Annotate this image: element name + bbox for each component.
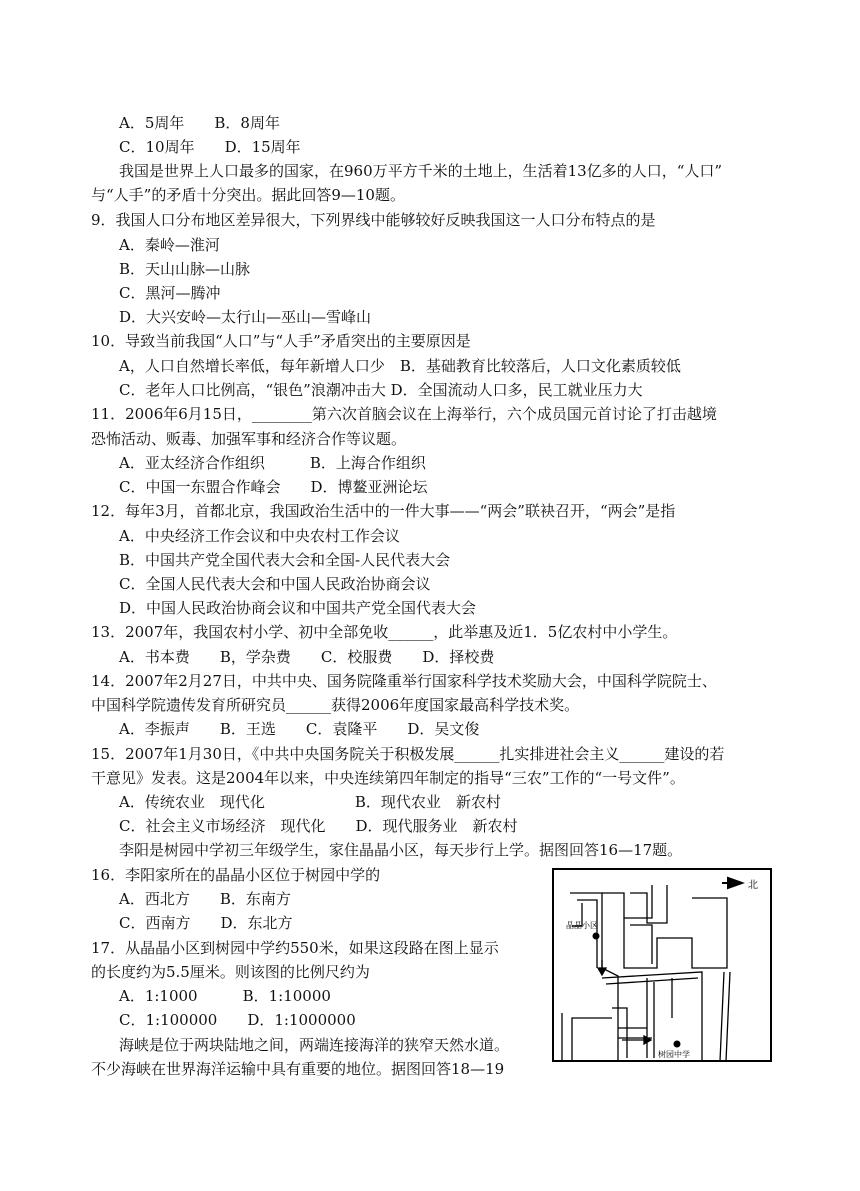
q12-option-d: D．中国人民政治协商会议和中国共产党全国代表大会 bbox=[119, 599, 477, 617]
north-label: 北 bbox=[748, 880, 758, 891]
passage-strait-cont: 不少海峡在世界海洋运输中具有重要的地位。据图回答18—19 bbox=[91, 1060, 505, 1078]
question-13: 13．2007年，我国农村小学、初中全部免收______，此举惠及近1．5亿农村中小学生。 bbox=[91, 623, 678, 641]
q12-option-c: C．全国人民代表大会和中国人民政治协商会议 bbox=[119, 575, 431, 593]
q15-options-cd: C．社会主义市场经济 现代化 D．现代服务业 新农村 bbox=[119, 817, 518, 835]
question-15: 15．2007年1月30日，《中共中央国务院关于积极发展______扎实排进社会主义______建设的若 bbox=[91, 745, 725, 763]
question-17: 17．从晶晶小区到树园中学约550米，如果这段路在图上显示 bbox=[91, 939, 499, 957]
passage-map-intro: 李阳是树园中学初三年级学生，家住晶晶小区，每天步行上学。据图回答16—17题。 bbox=[119, 841, 683, 859]
map-border bbox=[553, 869, 771, 1061]
question-17-cont: 的长度约为5.5厘米。则该图的比例尺约为 bbox=[91, 963, 370, 981]
q9-option-b: B．天山山脉—山脉 bbox=[119, 260, 251, 278]
q16-options-ab: A．西北方 B．东南方 bbox=[119, 890, 291, 908]
street-map bbox=[552, 868, 772, 1062]
q13-options: A．书本费 B，学杂费 C．校服费 D．择校费 bbox=[119, 648, 495, 666]
question-11-cont: 恐怖活动、贩毒、加强军事和经济合作等议题。 bbox=[91, 430, 407, 448]
q10-options-ab: A，人口自然增长率低，每年新增人口少 B．基础教育比较落后，人口文化素质较低 bbox=[119, 357, 681, 375]
q12-option-a: A．中央经济工作会议和中央农村工作会议 bbox=[119, 527, 400, 545]
question-12: 12．每年3月，首都北京，我国政治生活中的一件大事——“两会”联袂召开，“两会”是指 bbox=[91, 502, 676, 520]
question-11: 11．2006年6月15日，________第六次首脑会议在上海举行，六个成员国元首讨论了打击越境 bbox=[91, 405, 717, 423]
q12-option-b: B．中国共产党全国代表大会和全国-人民代表大会 bbox=[119, 551, 451, 569]
q11-options-ab: A．亚太经济合作组织 B．上海合作组织 bbox=[119, 454, 426, 472]
q9-option-c: C．黑河—腾冲 bbox=[119, 284, 221, 302]
q8-options-ab: A．5周年 B．8周年 bbox=[119, 114, 280, 132]
q9-option-d: D．大兴安岭—太行山—巫山—雪峰山 bbox=[119, 308, 372, 326]
place-jingjing-label: 晶晶小区 bbox=[566, 921, 598, 930]
question-9: 9．我国人口分布地区差异很大，下列界线中能够较好反映我国这一人口分布特点的是 bbox=[91, 211, 656, 229]
question-14-cont: 中国科学院遗传发育所研究员______获得2006年度国家最高科学技术奖。 bbox=[91, 696, 580, 714]
shuyuan-marker bbox=[674, 1041, 681, 1048]
place-shuyuan-label: 树园中学 bbox=[658, 1050, 690, 1059]
jingjing-marker bbox=[593, 933, 600, 940]
q9-option-a: A．秦岭—淮河 bbox=[119, 236, 220, 254]
q15-options-ab: A．传统农业 现代化 B．现代农业 新农村 bbox=[119, 793, 501, 811]
question-10: 10．导致当前我国“人口”与“人手”矛盾突出的主要原因是 bbox=[91, 332, 471, 350]
q17-options-cd: C．1:100000 D．1:1000000 bbox=[119, 1011, 356, 1029]
q10-options-cd: C．老年人口比例高，“银色”浪潮冲击大 D．全国流动人口多，民工就业压力大 bbox=[119, 381, 643, 399]
q16-options-cd: C．西南方 D．东北方 bbox=[119, 914, 293, 932]
question-14: 14．2007年2月27日，中共中央、国务院隆重举行国家科学技术奖励大会，中国科学院院士、 bbox=[91, 672, 717, 690]
question-16: 16．李阳家所在的晶晶小区位于树园中学的 bbox=[91, 866, 381, 884]
q17-options-ab: A．1:1000 B．1:10000 bbox=[119, 987, 331, 1005]
q11-options-cd: C．中国一东盟合作峰会 D．博鳌亚洲论坛 bbox=[119, 478, 428, 496]
q8-options-cd: C．10周年 D．15周年 bbox=[119, 138, 301, 156]
question-15-cont: 干意见》发表。这是2004年以来，中央连续第四年制定的指导“三农”工作的“一号文件”。 bbox=[91, 769, 685, 787]
passage-population-cont: 与“人手”的矛盾十分突出。据此回答9—10题。 bbox=[91, 186, 405, 204]
passage-population: 我国是世界上人口最多的国家，在960万平方千米的土地上，生活着13亿多的人口，“人口” bbox=[119, 162, 723, 180]
q14-options: A．李振声 B．王选 C．袁隆平 D．吴文俊 bbox=[119, 720, 480, 738]
passage-strait: 海峡是位于两块陆地之间，两端连接海洋的狭窄天然水道。 bbox=[119, 1036, 510, 1054]
